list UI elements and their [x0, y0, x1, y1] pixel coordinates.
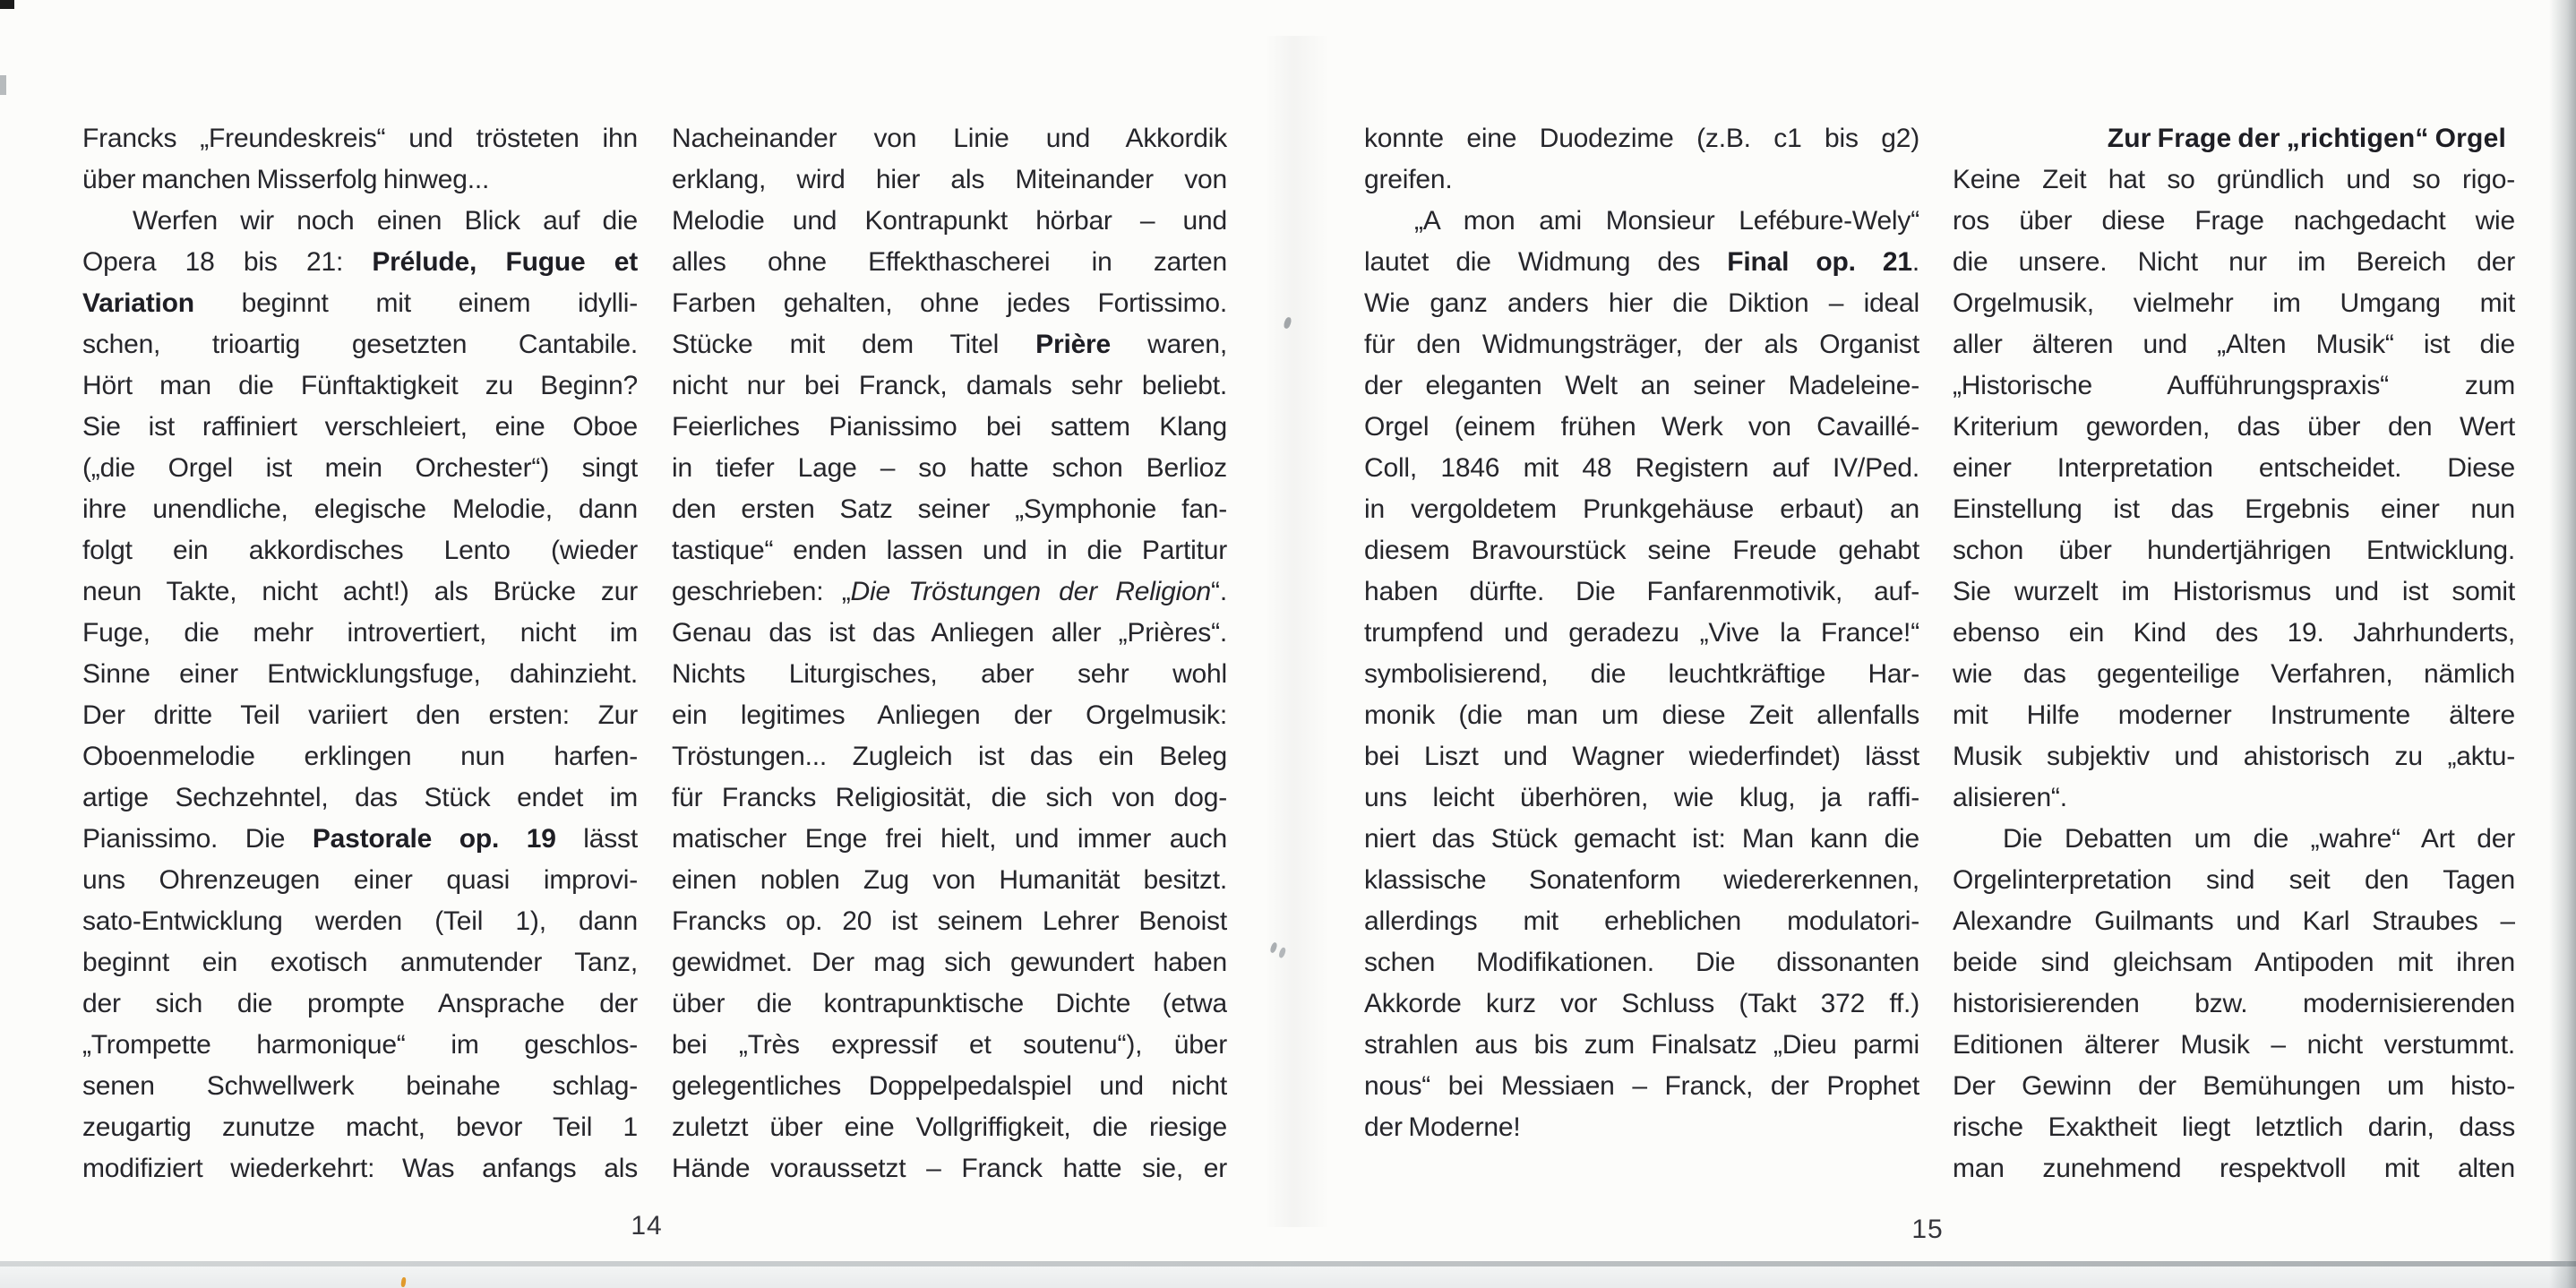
text-line [82, 448, 638, 489]
text-line [1364, 901, 1919, 942]
text-segment: Der dritte Teil variiert den ersten: Zur [82, 700, 638, 730]
text-segment: Opera 18 bis 21: [82, 247, 373, 277]
text-segment: diesem Bravourstück seine Freude gehabt [1364, 536, 1919, 565]
text-line [1364, 283, 1919, 324]
text-line [1953, 159, 2515, 201]
text-line [82, 407, 638, 448]
page-number-15: 15 [1911, 1215, 1944, 1244]
text-segment: Akkorde kurz vor Schluss (Takt 372 ff.) [1364, 989, 1919, 1018]
text-segment: greifen. [1364, 165, 1453, 194]
text-segment: matischer Enge frei hielt, und immer auch [672, 824, 1227, 854]
text-segment: uns Ohrenzeugen einer quasi improvi- [82, 865, 638, 895]
text-line [672, 1107, 1227, 1148]
text-segment: Sie ist raffiniert verschleiert, eine Oboe [82, 412, 638, 442]
text-line [1364, 695, 1919, 736]
text-segment: Musik subjektiv und ahistorisch zu „aktu- [1953, 742, 2515, 771]
text-line [672, 1025, 1227, 1066]
text-segment: tastique“ enden lassen und in die Partitur [672, 536, 1227, 565]
text-segment: man zunehmend respektvoll mit alten [1953, 1154, 2515, 1183]
text-segment: neun Takte, nicht acht!) als Brücke zur [82, 577, 638, 606]
text-segment: symbolisierend, die leuchtkräftige Har- [1364, 659, 1919, 689]
text-line [82, 654, 638, 695]
text-line [1953, 448, 2515, 489]
page-14-column-left [82, 118, 638, 1189]
text-line [1953, 736, 2515, 777]
text-line [672, 901, 1227, 942]
text-line [1364, 159, 1919, 201]
text-segment: den ersten Satz seiner „Symphonie fan- [672, 494, 1227, 524]
text-line [1953, 1107, 2515, 1148]
text-line [1953, 1148, 2515, 1189]
text-line [1364, 819, 1919, 860]
text-line [672, 407, 1227, 448]
text-line [1953, 901, 2515, 942]
text-segment: lautet die Widmung des [1364, 247, 1728, 277]
text-segment: ros über diese Frage nachgedacht wie [1953, 206, 2515, 236]
text-line [82, 860, 638, 901]
text-line [672, 448, 1227, 489]
text-line [82, 819, 638, 860]
text-line [1364, 448, 1919, 489]
text-line [1953, 777, 2515, 819]
text-segment: Coll, 1846 mit 48 Registern auf IV/Ped. [1364, 453, 1919, 483]
text-line [1364, 571, 1919, 613]
text-segment: Farben gehalten, ohne jedes Fortissimo. [672, 288, 1227, 318]
text-segment: strahlen aus bis zum Finalsatz „Dieu parmi [1364, 1030, 1919, 1060]
text-segment: Final op. 21 [1727, 247, 1912, 277]
text-segment: nicht nur bei Franck, damals sehr beliebt. [672, 371, 1227, 400]
text-line [82, 1107, 638, 1148]
text-line [1364, 489, 1919, 530]
text-segment: trumpfend und geradezu „Vive la France!“ [1364, 618, 1919, 648]
text-segment: erklang, wird hier als Miteinander von [672, 165, 1227, 194]
text-line [82, 1025, 638, 1066]
text-line [1953, 983, 2515, 1025]
text-segment: schen, trioartig gesetzten Cantabile. [82, 330, 638, 359]
text-line [1953, 324, 2515, 365]
text-line [82, 571, 638, 613]
text-segment: allerdings mit erheblichen modulatori- [1364, 906, 1919, 936]
text-segment: der eleganten Welt an seiner Madeleine- [1364, 371, 1919, 400]
text-segment: beide sind gleichsam Antipoden mit ihren [1953, 948, 2515, 977]
text-segment: Oboenmelodie erklingen nun harfen- [82, 742, 638, 771]
text-line [82, 283, 638, 324]
text-segment: Nichts Liturgisches, aber sehr wohl [672, 659, 1227, 689]
text-line [1364, 1025, 1919, 1066]
text-segment: Kriterium geworden, das über den Wert [1953, 412, 2515, 442]
text-line [672, 118, 1227, 159]
text-line [1364, 613, 1919, 654]
text-line [82, 736, 638, 777]
text-segment: der Moderne! [1364, 1112, 1521, 1142]
text-segment: Hände voraussetzt – Franck hatte sie, er [672, 1154, 1227, 1183]
text-line [1953, 365, 2515, 407]
text-line [672, 571, 1227, 613]
text-segment: Alexandre Guilmants und Karl Straubes – [1953, 906, 2515, 936]
text-segment: Orgelinterpretation sind seit den Tagen [1953, 865, 2515, 895]
text-line [672, 159, 1227, 201]
text-segment: für Francks Religiosität, die sich von dog- [672, 783, 1227, 812]
text-segment: gelegentliches Doppelpedalspiel und nicht [672, 1071, 1227, 1101]
page-gutter-fold-shadow [1265, 36, 1329, 1227]
text-line [82, 365, 638, 407]
text-line [1364, 530, 1919, 571]
text-segment: Genau das ist das Anliegen aller „Prières“. [672, 618, 1227, 648]
text-segment: haben dürfte. Die Fanfarenmotivik, auf- [1364, 577, 1919, 606]
text-segment: einer Interpretation entscheidet. Diese [1953, 453, 2515, 483]
section-heading [1953, 118, 2515, 159]
text-line [1364, 654, 1919, 695]
text-line [1953, 571, 2515, 613]
text-segment: lässt [555, 824, 638, 854]
text-segment: zeugartig zunutze macht, bevor Teil 1 [82, 1112, 638, 1142]
text-line [82, 901, 638, 942]
text-segment: Sie wurzelt im Historismus und ist somit [1953, 577, 2515, 606]
text-segment: klassische Sonatenform wiedererkennen, [1364, 865, 1919, 895]
text-line [1364, 777, 1919, 819]
scan-artifact-smudge [0, 75, 6, 95]
text-segment: einen noblen Zug von Humanität besitzt. [672, 865, 1227, 895]
text-segment: Sinne einer Entwicklungsfuge, dahinzieht. [82, 659, 638, 689]
text-segment: zuletzt über eine Vollgriffigkeit, die riesige [672, 1112, 1227, 1142]
text-segment: („die Orgel ist mein Orchester“) singt [82, 453, 638, 483]
text-segment: konnte eine Duodezime (z.B. c1 bis g2) [1364, 124, 1919, 153]
text-segment: Tröstungen... Zugleich ist das ein Beleg [672, 742, 1227, 771]
page-number-14: 14 [631, 1211, 663, 1241]
text-segment: artige Sechzehntel, das Stück endet im [82, 783, 638, 812]
text-segment: historisierenden bzw. modernisierenden [1953, 989, 2515, 1018]
text-segment: aller älteren und „Alten Musik“ ist die [1953, 330, 2515, 359]
text-line [82, 324, 638, 365]
text-line [82, 983, 638, 1025]
text-line [1953, 942, 2515, 983]
text-line [672, 324, 1227, 365]
text-line [672, 530, 1227, 571]
text-line [1953, 613, 2515, 654]
text-segment: Nacheinander von Linie und Akkordik [672, 124, 1227, 153]
text-line [82, 1066, 638, 1107]
text-segment: Werfen wir noch einen Blick auf die [133, 206, 638, 236]
text-line [1953, 1025, 2515, 1066]
text-segment: waren, [1111, 330, 1227, 359]
text-line [1953, 489, 2515, 530]
text-segment: ein legitimes Anliegen der Orgelmusik: [672, 700, 1227, 730]
text-line [82, 530, 638, 571]
text-segment: modifiziert wiederkehrt: Was anfangs als [82, 1154, 638, 1183]
text-line [1364, 983, 1919, 1025]
text-line [672, 201, 1227, 242]
text-line [672, 777, 1227, 819]
text-line [1364, 365, 1919, 407]
text-segment: beginnt mit einem idylli- [193, 288, 638, 318]
text-line [672, 283, 1227, 324]
text-line [1364, 201, 1919, 242]
text-segment: wie das gegenteilige Verfahren, nämlich [1953, 659, 2515, 689]
text-segment: senen Schwellwerk beinahe schlag- [82, 1071, 638, 1101]
text-line [672, 365, 1227, 407]
page-bottom-shadow [0, 1267, 2576, 1288]
text-segment: Der Gewinn der Bemühungen um histo- [1953, 1071, 2515, 1101]
text-line [672, 654, 1227, 695]
text-line [1953, 283, 2515, 324]
text-segment: „Trompette harmonique“ im geschlos- [82, 1030, 638, 1060]
text-segment: geschrieben: „ [672, 577, 851, 606]
text-segment: Prière [1035, 330, 1112, 359]
text-segment: Die Tröstungen der Religion [850, 577, 1212, 606]
text-segment: mit Hilfe moderner Instrumente ältere [1953, 700, 2515, 730]
text-segment: Francks op. 20 ist seinem Lehrer Benoist [672, 906, 1227, 936]
text-segment: Keine Zeit hat so gründlich und so rigo- [1953, 165, 2515, 194]
text-segment: folgt ein akkordisches Lento (wieder [82, 536, 638, 565]
text-line [672, 983, 1227, 1025]
text-line [672, 942, 1227, 983]
text-line [1953, 530, 2515, 571]
text-line [82, 1148, 638, 1189]
text-line [82, 118, 638, 159]
page-right-edge-shadow [2549, 0, 2576, 1288]
text-segment: „A mon ami Monsieur Lefébure-Wely“ [1414, 206, 1919, 236]
text-line [672, 736, 1227, 777]
text-segment: über manchen Misserfolg hinweg... [82, 165, 490, 194]
text-line [82, 613, 638, 654]
text-segment: Variation [82, 288, 194, 318]
text-segment: “. [1211, 577, 1227, 606]
page-15-column-left [1364, 118, 1919, 1148]
text-segment: gewidmet. Der mag sich gewundert haben [672, 948, 1227, 977]
text-segment: ihre unendliche, elegische Melodie, dann [82, 494, 638, 524]
text-line [1364, 1107, 1919, 1148]
text-line [672, 242, 1227, 283]
text-line [1953, 242, 2515, 283]
text-line [1364, 324, 1919, 365]
text-line [672, 860, 1227, 901]
text-segment: Feierliches Pianissimo bei sattem Klang [672, 412, 1227, 442]
text-line [1364, 118, 1919, 159]
text-segment: beginnt ein exotisch anmutender Tanz, [82, 948, 638, 977]
text-segment: ebenso ein Kind des 19. Jahrhunderts, [1953, 618, 2515, 648]
text-segment: nous“ bei Messiaen – Franck, der Prophet [1364, 1071, 1919, 1101]
text-line [82, 489, 638, 530]
text-segment: schon über hundertjährigen Entwicklung. [1953, 536, 2515, 565]
text-line [1953, 407, 2515, 448]
text-line [1953, 201, 2515, 242]
text-line [1953, 695, 2515, 736]
text-segment: sato-Entwicklung werden (Teil 1), dann [82, 906, 638, 936]
text-segment: schen Modifikationen. Die dissonanten [1364, 948, 1919, 977]
text-segment: bei Liszt und Wagner wiederfindet) lässt [1364, 742, 1919, 771]
text-line [672, 695, 1227, 736]
text-segment: Orgel (einem frühen Werk von Cavaillé- [1364, 412, 1919, 442]
text-line [82, 159, 638, 201]
text-line [1364, 942, 1919, 983]
text-segment: Melodie und Kontrapunkt hörbar – und [672, 206, 1227, 236]
text-segment: alisieren“. [1953, 783, 2067, 812]
text-line [82, 201, 638, 242]
text-line [1364, 736, 1919, 777]
text-segment: in vergoldetem Prunkgehäuse erbaut) an [1364, 494, 1919, 524]
text-segment: in tiefer Lage – so hatte schon Berlioz [672, 453, 1227, 483]
text-segment: der sich die prompte Ansprache der [82, 989, 638, 1018]
text-segment: niert das Stück gemacht ist: Man kann die [1364, 824, 1919, 854]
text-line [82, 242, 638, 283]
text-line [1364, 860, 1919, 901]
text-line [1953, 654, 2515, 695]
text-line [1364, 1066, 1919, 1107]
text-segment: Prélude, Fugue et [372, 247, 638, 277]
text-segment: Orgelmusik, vielmehr im Umgang mit [1953, 288, 2515, 318]
text-line [672, 489, 1227, 530]
text-segment: die unsere. Nicht nur im Bereich der [1953, 247, 2515, 277]
text-line [1953, 860, 2515, 901]
text-segment: Wie ganz anders hier die Diktion – ideal [1364, 288, 1919, 318]
text-line [1953, 1066, 2515, 1107]
page-14-column-right [672, 118, 1227, 1189]
text-line [82, 777, 638, 819]
text-segment: . [1911, 247, 1919, 277]
text-segment: Pastorale op. 19 [312, 824, 556, 854]
text-line [1364, 242, 1919, 283]
text-line [82, 942, 638, 983]
text-segment: Editionen älterer Musik – nicht verstummt. [1953, 1030, 2515, 1060]
text-line [1364, 407, 1919, 448]
text-segment: Pianissimo. Die [82, 824, 313, 854]
text-line [672, 1066, 1227, 1107]
text-segment: Zur Frage der „richtigen“ Orgel [2107, 124, 2506, 153]
text-segment: uns leicht überhören, wie klug, ja raffi- [1364, 783, 1919, 812]
text-segment: über die kontrapunktische Dichte (etwa [672, 989, 1227, 1018]
text-line [672, 613, 1227, 654]
text-segment: bei „Très expressif et soutenu“), über [672, 1030, 1227, 1060]
text-segment: Hört man die Fünftaktigkeit zu Beginn? [82, 371, 638, 400]
text-segment: rische Exaktheit liegt letztlich darin, dass [1953, 1112, 2515, 1142]
text-segment: Francks „Freundeskreis“ und trösteten ihn [82, 124, 638, 153]
text-line [82, 695, 638, 736]
text-line [1953, 819, 2515, 860]
text-segment: alles ohne Effekthascherei in zarten [672, 247, 1227, 277]
text-segment: Einstellung ist das Ergebnis einer nun [1953, 494, 2515, 524]
text-line [672, 819, 1227, 860]
text-segment: Fuge, die mehr introvertiert, nicht im [82, 618, 638, 648]
scan-corner-mark [0, 0, 14, 9]
text-segment: für den Widmungsträger, der als Organist [1364, 330, 1919, 359]
text-segment: „Historische Aufführungspraxis“ zum [1953, 371, 2515, 400]
text-line [672, 1148, 1227, 1189]
text-segment: Stücke mit dem Titel [672, 330, 1036, 359]
page-15-column-right [1953, 118, 2515, 1189]
text-segment: Die Debatten um die „wahre“ Art der [2003, 824, 2515, 854]
text-segment: monik (die man um diese Zeit allenfalls [1364, 700, 1919, 730]
